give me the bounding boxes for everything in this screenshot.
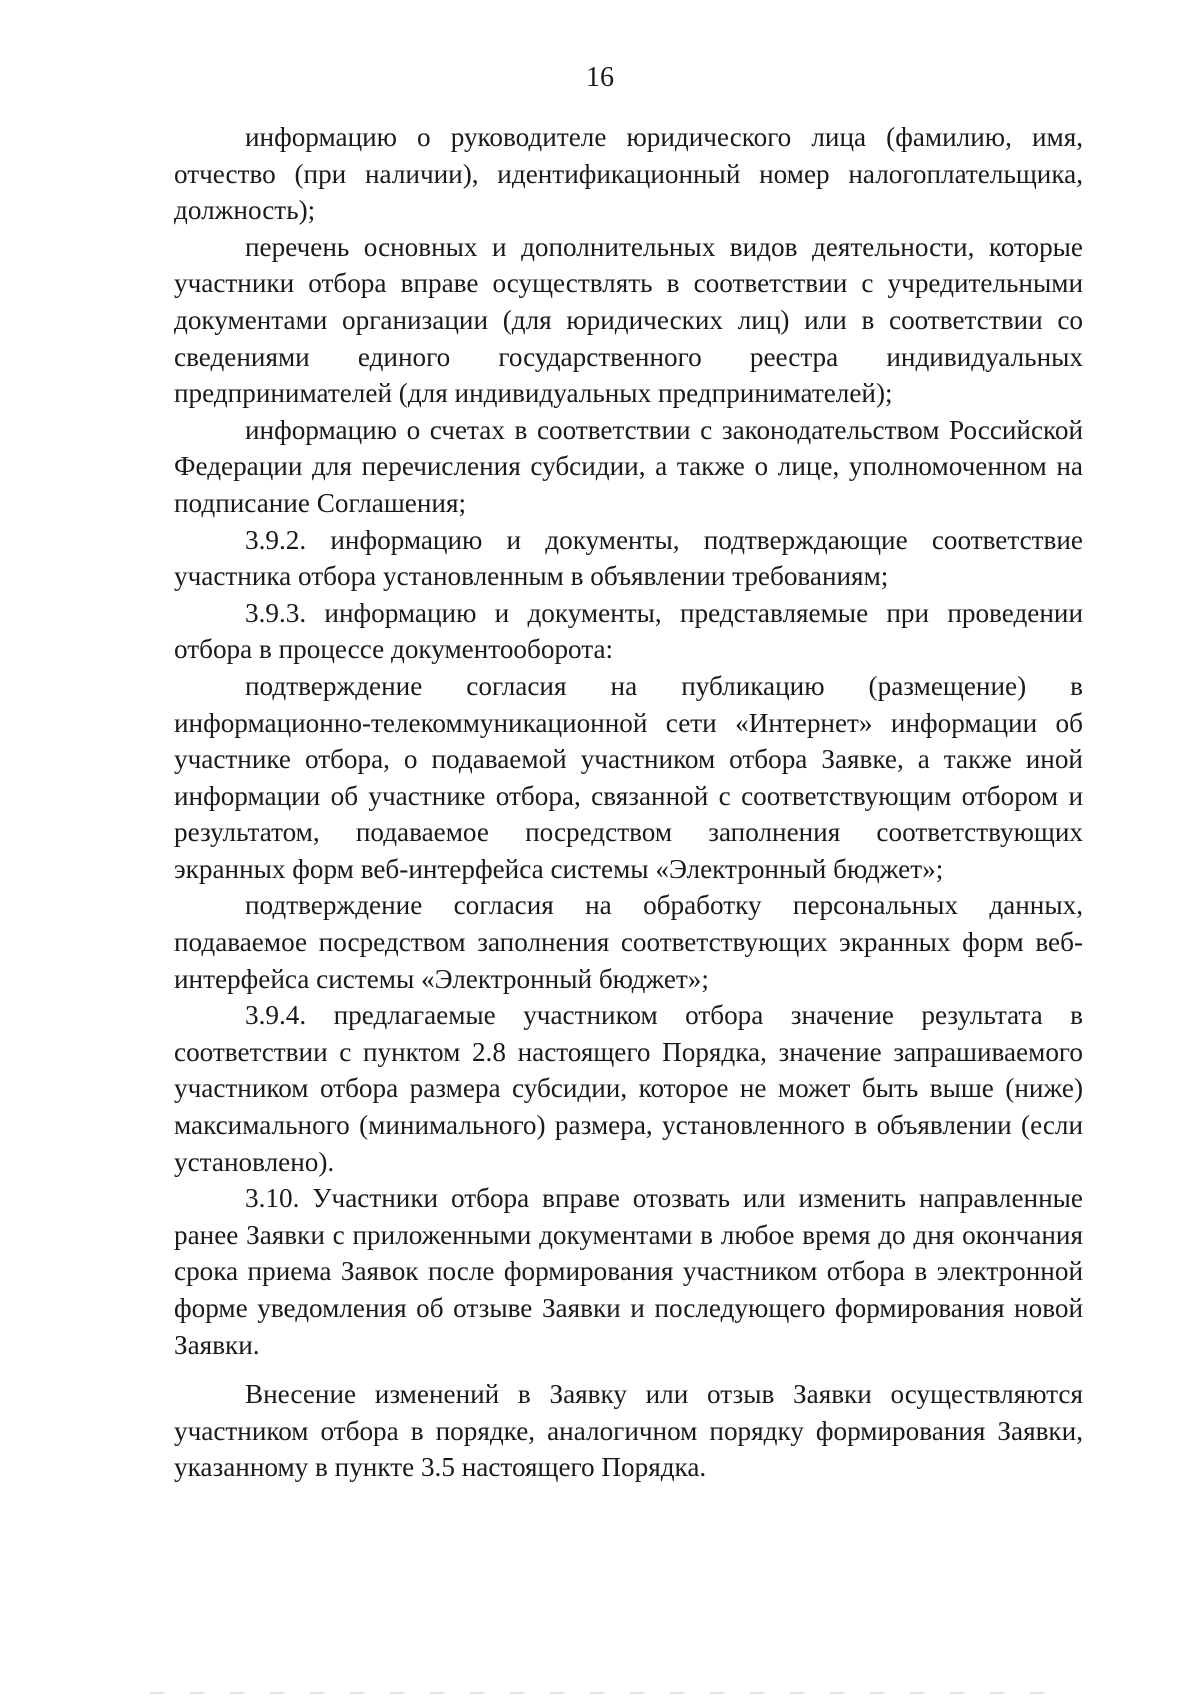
paragraph-head-info: информацию о руководителе юридического лица (фамилию, имя, отчество (при наличии), идентификационный номер налогоплательщика, должность);	[174, 122, 1083, 226]
paragraph-3-9-3: 3.9.3. информацию и документы, представляемые при проведении отбора в процессе документооборота:	[174, 597, 1083, 665]
paragraph-publication-consent: подтверждение согласия на публикацию (размещение) в информационно-телекоммуникационной сети «Интернет» информации об участнике отбора, о подаваемой участником отбора Заявке, а также иной информации об участнике отбора, связанной с соответствующим отбором и результатом, подаваемое посредством заполнения соответствующих экранных форм веб-интерфейса системы «Электронный бюджет»;	[174, 670, 1083, 884]
paragraph-activities-list: перечень основных и дополнительных видов деятельности, которые участники отбора вправе осуществлять в соответствии с учредительными документами организации (для юридических лиц) или в соответствии со сведениями единого государственного реестра индивидуальных предпринимателей (для индивидуальных предпринимателей);	[174, 231, 1083, 409]
paragraph-3-9-4: 3.9.4. предлагаемые участником отбора значение результата в соответствии с пунктом 2.8 настоящего Порядка, значение запрашиваемого участником отбора размера субсидии, которое не может быть выше (ниже) максимального (минимального) размера, установленного в объявлении (если установлено).	[174, 1000, 1083, 1177]
paragraph-3-10: 3.10. Участники отбора вправе отозвать или изменить направленные ранее Заявки с приложенными документами в любое время до дня окончания срока приема Заявок после формирования участником отбора в электронной форме уведомления об отзыве Заявки и последующего формирования новой Заявки.	[174, 1183, 1083, 1360]
paragraph-personal-data-consent: подтверждение согласия на обработку персональных данных, подаваемое посредством заполнения соответствующих экранных форм веб-интерфейса системы «Электронный бюджет»;	[174, 890, 1083, 994]
paragraph-accounts-info: информацию о счетах в соответствии с законодательством Российской Федерации для перечисления субсидии, а также о лице, уполномоченном на подписание Соглашения;	[174, 414, 1083, 518]
page-number: 16	[586, 62, 614, 93]
paragraph-3-9-2: 3.9.2. информацию и документы, подтверждающие соответствие участника отбора установленным в объявлении требованиям;	[174, 524, 1083, 592]
paragraph-changes-withdrawal: Внесение изменений в Заявку или отзыв Заявки осуществляются участником отбора в порядке, аналогичном порядку формирования Заявки, указанному в пункте 3.5 настоящего Порядка.	[174, 1379, 1083, 1483]
document-body	[174, 119, 1083, 1486]
scan-edge-artifact	[150, 1692, 1050, 1694]
